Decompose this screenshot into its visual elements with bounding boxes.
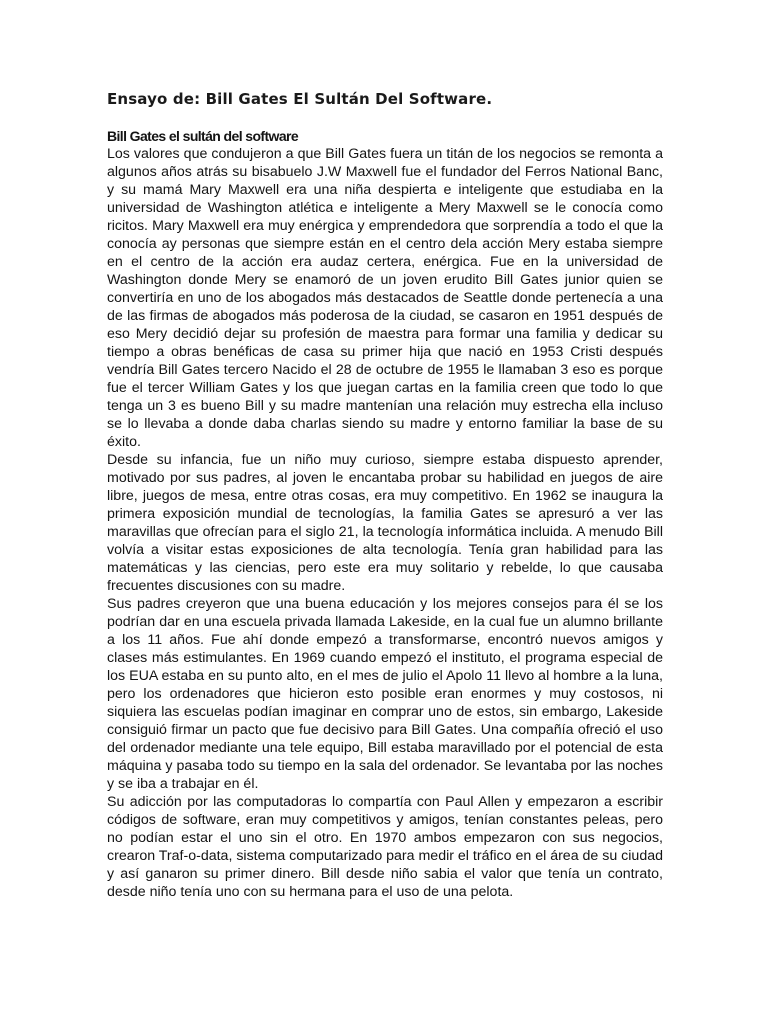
paragraph-childhood: Desde su infancia, fue un niño muy curioso, siempre estaba dispuesto aprender, motivado por sus padres, al joven le encantaba probar su habilidad en juegos de aire libre, juegos de mesa, entre otras cosas, era muy competitivo. En 1962 se inaugura la primera exposición mundial de tecnologías, la familia Gates se apresuró a ver las maravillas que ofrecían para el siglo 21, la tecnología informática incluida. A menudo Bill volvía a visitar estas exposiciones de alta tecnología. Tenía gran habilidad para las matemáticas y las ciencias, pero este era muy solitario y rebelde, lo que causaba frecuentes discusiones con su madre. [107, 452, 663, 594]
essay-heading: Bill Gates el sultán del software [107, 128, 299, 144]
essay-body [107, 127, 663, 901]
paragraph-paul-allen: Su adicción por las computadoras lo compartía con Paul Allen y empezaron a escribir códigos de software, eran muy competitivos y amigos, tenían constantes peleas, pero no podían estar el uno sin el otro. En 1970 ambos empezaron con sus negocios, crearon Traf-o-data, sistema computarizado para medir el tráfico en el área de su ciudad y así ganaron su primer dinero. Bill desde niño sabia el valor que tenía un contrato, desde niño tenía uno con su hermana para el uso de una pelota. [107, 794, 663, 900]
paragraph-family-background: Los valores que condujeron a que Bill Gates fuera un titán de los negocios se remonta a algunos años atrás su bisabuelo J.W Maxwell fue el fundador del Ferros National Banc, y su mamá Mary Maxwell era una niña despierta e inteligente que estudiaba en la universidad de Washington atlética e inteligente a Mery Maxwell se le conocía como ricitos. Mary Maxwell era muy enérgica y emprendedora que sorprendía a todo el que la conocía ay personas que siempre están en el centro dela acción Mery estaba siempre en el centro de la acción era audaz certera, enérgica. Fue en la universidad de Washington donde Mery se enamoró de un joven erudito Bill Gates junior quien se convertiría en uno de los abogados más destacados de Seattle donde pertenecía a una de las firmas de abogados más poderosa de la ciudad, se casaron en 1951 después de eso Mery decidió dejar su profesión de maestra para formar una familia y dedicar su tiempo a obras benéficas de casa su primer hija que nació en 1953 Cristi después vendría Bill Gates tercero Nacido el 28 de octubre de 1955 le llamaban 3 eso es porque fue el tercer William Gates y los que juegan cartas en la familia creen que todo lo que tenga un 3 es bueno Bill y su madre mantenían una relación muy estrecha ella incluso se lo llevaba a donde daba charlas siendo su madre y entorno familiar la base de su éxito. [107, 146, 663, 450]
paragraph-lakeside-school: Sus padres creyeron que una buena educación y los mejores consejos para él se los podrían dar en una escuela privada llamada Lakeside, en la cual fue un alumno brillante a los 11 años. Fue ahí donde empezó a transformarse, encontró nuevos amigos y clases más estimulantes. En 1969 cuando empezó el instituto, el programa especial de los EUA estaba en su punto alto, en el mes de julio el Apolo 11 llevo al hombre a la luna, pero los ordenadores que hicieron esto posible eran enormes y muy costosos, ni siquiera las escuelas podían imaginar en comprar uno de estos, sin embargo, Lakeside consiguió firmar un pacto que fue decisivo para Bill Gates. Una compañía ofreció el uso del ordenador mediante una tele equipo, Bill estaba maravillado por el potencial de esta máquina y pasaba todo su tiempo en la sala del ordenador. Se levantaba por las noches y se iba a trabajar en él. [107, 596, 663, 792]
document-title: Ensayo de: Bill Gates El Sultán Del Software. [107, 90, 493, 108]
